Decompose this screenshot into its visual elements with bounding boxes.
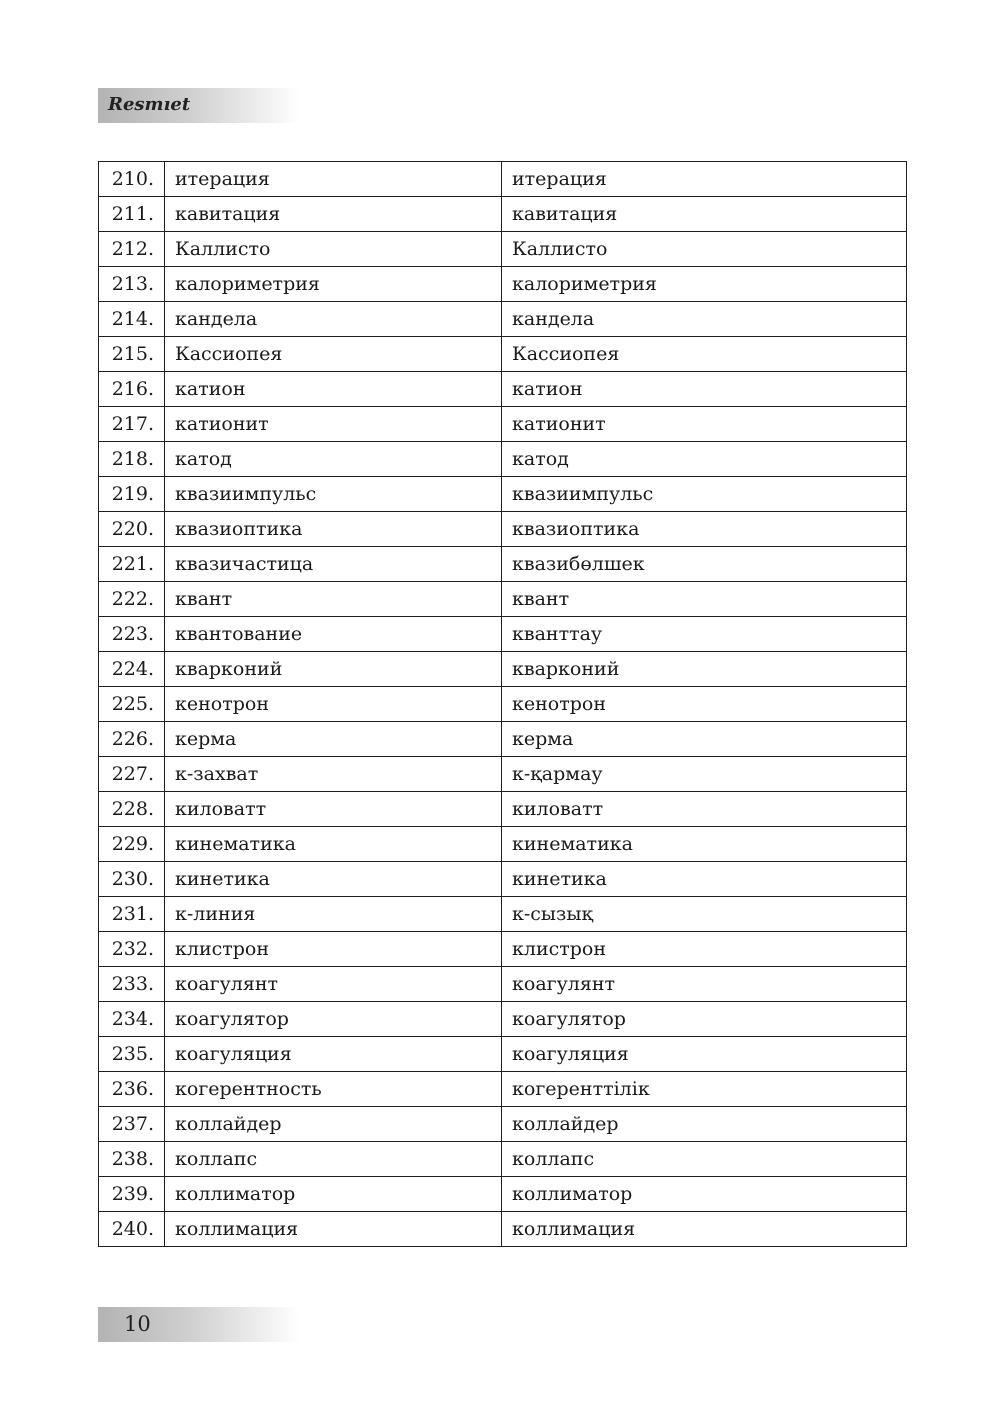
kazakh-term: кандела bbox=[502, 302, 907, 337]
russian-term: когерентность bbox=[165, 1072, 502, 1107]
russian-term: коллапс bbox=[165, 1142, 502, 1177]
russian-term: керма bbox=[165, 722, 502, 757]
table-row bbox=[99, 1107, 907, 1142]
russian-term: кинетика bbox=[165, 862, 502, 897]
table-row bbox=[99, 617, 907, 652]
russian-term: киловатт bbox=[165, 792, 502, 827]
russian-term: кинематика bbox=[165, 827, 502, 862]
kazakh-term: коллайдер bbox=[502, 1107, 907, 1142]
table-row bbox=[99, 162, 907, 197]
running-header bbox=[98, 88, 300, 123]
kazakh-term: к-сызық bbox=[502, 897, 907, 932]
russian-term: кавитация bbox=[165, 197, 502, 232]
russian-term: квазиимпульс bbox=[165, 477, 502, 512]
russian-term: коагуляция bbox=[165, 1037, 502, 1072]
term-number: 221. bbox=[99, 547, 165, 582]
kazakh-term: кавитация bbox=[502, 197, 907, 232]
russian-term: коагулянт bbox=[165, 967, 502, 1002]
russian-term: калориметрия bbox=[165, 267, 502, 302]
page-footer bbox=[98, 1307, 300, 1342]
term-number: 214. bbox=[99, 302, 165, 337]
term-number: 237. bbox=[99, 1107, 165, 1142]
term-number: 227. bbox=[99, 757, 165, 792]
russian-term: коллиматор bbox=[165, 1177, 502, 1212]
russian-term: Кассиопея bbox=[165, 337, 502, 372]
table-row bbox=[99, 652, 907, 687]
table-row bbox=[99, 897, 907, 932]
kazakh-term: кенотрон bbox=[502, 687, 907, 722]
term-number: 229. bbox=[99, 827, 165, 862]
kazakh-term: к-қармау bbox=[502, 757, 907, 792]
table-row bbox=[99, 302, 907, 337]
term-number: 218. bbox=[99, 442, 165, 477]
table-row bbox=[99, 197, 907, 232]
kazakh-term: коллиматор bbox=[502, 1177, 907, 1212]
table-row bbox=[99, 932, 907, 967]
table-row bbox=[99, 1037, 907, 1072]
term-number: 210. bbox=[99, 162, 165, 197]
kazakh-term: коагулятор bbox=[502, 1002, 907, 1037]
table-row bbox=[99, 1177, 907, 1212]
term-number: 230. bbox=[99, 862, 165, 897]
table-row bbox=[99, 407, 907, 442]
kazakh-term: катион bbox=[502, 372, 907, 407]
russian-term: коллайдер bbox=[165, 1107, 502, 1142]
kazakh-term: коагулянт bbox=[502, 967, 907, 1002]
kazakh-term: Кассиопея bbox=[502, 337, 907, 372]
kazakh-term: кванттау bbox=[502, 617, 907, 652]
table-row bbox=[99, 722, 907, 757]
russian-term: коагулятор bbox=[165, 1002, 502, 1037]
kazakh-term: квант bbox=[502, 582, 907, 617]
glossary-table bbox=[98, 161, 907, 1247]
term-number: 216. bbox=[99, 372, 165, 407]
kazakh-term: квазибөлшек bbox=[502, 547, 907, 582]
table-row bbox=[99, 582, 907, 617]
russian-term: катод bbox=[165, 442, 502, 477]
term-number: 239. bbox=[99, 1177, 165, 1212]
term-number: 231. bbox=[99, 897, 165, 932]
kazakh-term: коллимация bbox=[502, 1212, 907, 1247]
table-row bbox=[99, 1002, 907, 1037]
russian-term: к-линия bbox=[165, 897, 502, 932]
russian-term: квазичастица bbox=[165, 547, 502, 582]
russian-term: к-захват bbox=[165, 757, 502, 792]
term-number: 226. bbox=[99, 722, 165, 757]
term-number: 234. bbox=[99, 1002, 165, 1037]
table-row bbox=[99, 967, 907, 1002]
kazakh-term: калориметрия bbox=[502, 267, 907, 302]
russian-term: квазиоптика bbox=[165, 512, 502, 547]
table-row bbox=[99, 862, 907, 897]
russian-term: катион bbox=[165, 372, 502, 407]
kazakh-term: катионит bbox=[502, 407, 907, 442]
russian-term: кандела bbox=[165, 302, 502, 337]
kazakh-term: клистрон bbox=[502, 932, 907, 967]
table-row bbox=[99, 1072, 907, 1107]
kazakh-term: катод bbox=[502, 442, 907, 477]
glossary-table-body bbox=[99, 162, 907, 1247]
page-number: 10 bbox=[124, 1312, 151, 1336]
term-number: 217. bbox=[99, 407, 165, 442]
term-number: 238. bbox=[99, 1142, 165, 1177]
table-row bbox=[99, 232, 907, 267]
kazakh-term: когеренттілік bbox=[502, 1072, 907, 1107]
term-number: 236. bbox=[99, 1072, 165, 1107]
kazakh-term: керма bbox=[502, 722, 907, 757]
kazakh-term: Каллисто bbox=[502, 232, 907, 267]
russian-term: клистрон bbox=[165, 932, 502, 967]
table-row bbox=[99, 757, 907, 792]
kazakh-term: киловатт bbox=[502, 792, 907, 827]
table-row bbox=[99, 267, 907, 302]
term-number: 215. bbox=[99, 337, 165, 372]
table-row bbox=[99, 372, 907, 407]
term-number: 224. bbox=[99, 652, 165, 687]
term-number: 219. bbox=[99, 477, 165, 512]
term-number: 220. bbox=[99, 512, 165, 547]
term-number: 228. bbox=[99, 792, 165, 827]
term-number: 212. bbox=[99, 232, 165, 267]
running-header-title: Resmıet bbox=[108, 94, 191, 115]
kazakh-term: квазиоптика bbox=[502, 512, 907, 547]
table-row bbox=[99, 1142, 907, 1177]
kazakh-term: итерация bbox=[502, 162, 907, 197]
russian-term: квантование bbox=[165, 617, 502, 652]
kazakh-term: кинетика bbox=[502, 862, 907, 897]
table-row bbox=[99, 547, 907, 582]
term-number: 232. bbox=[99, 932, 165, 967]
term-number: 225. bbox=[99, 687, 165, 722]
russian-term: итерация bbox=[165, 162, 502, 197]
kazakh-term: коллапс bbox=[502, 1142, 907, 1177]
russian-term: катионит bbox=[165, 407, 502, 442]
term-number: 233. bbox=[99, 967, 165, 1002]
table-row bbox=[99, 1212, 907, 1247]
table-row bbox=[99, 687, 907, 722]
russian-term: кенотрон bbox=[165, 687, 502, 722]
term-number: 240. bbox=[99, 1212, 165, 1247]
table-row bbox=[99, 792, 907, 827]
term-number: 213. bbox=[99, 267, 165, 302]
table-row bbox=[99, 827, 907, 862]
russian-term: Каллисто bbox=[165, 232, 502, 267]
kazakh-term: коагуляция bbox=[502, 1037, 907, 1072]
term-number: 211. bbox=[99, 197, 165, 232]
kazakh-term: квазиимпульс bbox=[502, 477, 907, 512]
kazakh-term: кинематика bbox=[502, 827, 907, 862]
term-number: 222. bbox=[99, 582, 165, 617]
term-number: 235. bbox=[99, 1037, 165, 1072]
russian-term: квант bbox=[165, 582, 502, 617]
russian-term: коллимация bbox=[165, 1212, 502, 1247]
kazakh-term: кварконий bbox=[502, 652, 907, 687]
table-row bbox=[99, 477, 907, 512]
table-row bbox=[99, 337, 907, 372]
table-row bbox=[99, 512, 907, 547]
table-row bbox=[99, 442, 907, 477]
term-number: 223. bbox=[99, 617, 165, 652]
russian-term: кварконий bbox=[165, 652, 502, 687]
